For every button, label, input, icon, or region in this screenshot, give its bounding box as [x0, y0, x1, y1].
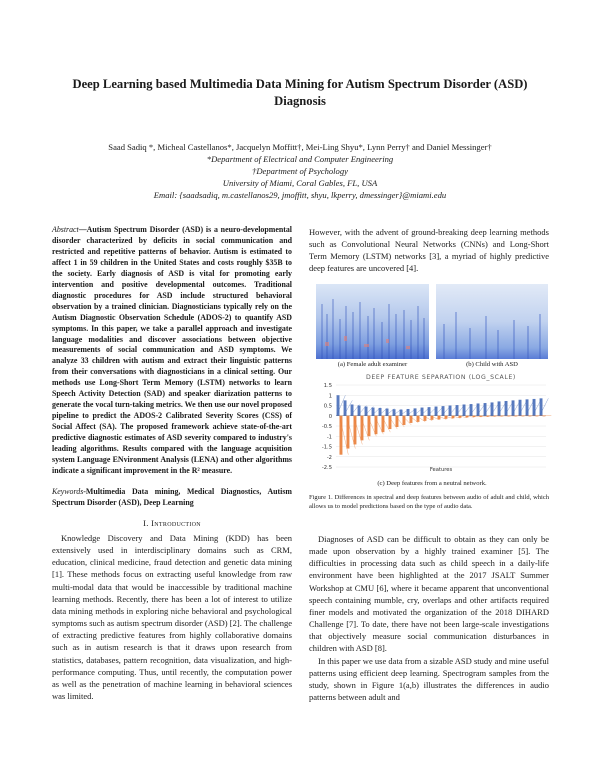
section-heading-introduction	[52, 518, 292, 528]
affiliation-ece: *Department of Electrical and Computer Engineering	[206, 154, 394, 164]
subfigure-b-label: (b) Child with ASD	[466, 361, 518, 368]
y-tick-label: -1	[326, 434, 332, 441]
introduction-body	[52, 532, 292, 702]
subfigure-c-label: (c) Deep features from a neutral network.	[377, 480, 487, 487]
right-column-top-text	[309, 226, 549, 275]
author-list: Saad Sadiq *, Micheal Castellanos*, Jacquelyn Moffitt†, Mei-Ling Shyu*, Lynn Perry† and Daniel Messinger†	[108, 142, 492, 152]
paper-title	[40, 76, 560, 110]
spectrogram-adult	[316, 284, 429, 359]
deep-feature-chart	[312, 371, 552, 479]
right-paragraph-3: In this paper we use data from a sizable ASD study and mine useful patterns using efficient deep learning. Spectrogram samples from the study, shown in Figure 1(a,b) illustrates the differences in audio patterns between adult and	[309, 655, 549, 703]
y-tick-label: 0.5	[323, 403, 332, 410]
chart-title: DEEP FEATURE SEPARATION (LOG_SCALE)	[366, 374, 516, 381]
title-line-1: Deep Learning based Multimedia Data Mining for Autism Spectrum Disorder (ASD)	[72, 77, 528, 91]
keywords-text: -Multimedia Data mining, Medical Diagnostics, Autism Spectrum Disorder (ASD), Deep Learning	[52, 487, 292, 507]
affiliation-university: University of Miami, Coral Gables, FL, USA	[222, 178, 378, 188]
section-number: I.	[143, 518, 149, 528]
x-axis-label: Features	[429, 467, 453, 473]
abstract	[52, 225, 292, 477]
keywords-lead: Keywords	[52, 487, 84, 496]
y-tick-label: 1	[328, 393, 332, 400]
y-tick-label: 1.5	[323, 383, 332, 389]
right-paragraph-2: Diagnoses of ASD can be difficult to obtain as they can only be made upon observation by a highly trained examiner [5]. The difficulties in processing data such as child speech in a daily-life environment have been highlighted at the 2017 JSALT Summer Workshop at CMU [6], where it became apparent that unconventional speech containing mumble, cry, overlaps and other artifacts required finer models and motivated the organization of the 2018 DIHARD Challenge [7]. To date, there have not been large-scale investigations that objectively measure social communication disturbances in children with ASD [8].	[309, 534, 549, 654]
author-emails: Email: {saadsadiq, m.castellanos29, jmoffitt, shyu, lkperry, dmessinger}@miami.edu	[153, 190, 447, 200]
abstract-lead: Abstract	[52, 225, 79, 234]
section-title: Introduction	[151, 518, 201, 528]
y-tick-label: -2.5	[321, 465, 332, 471]
intro-paragraph: Knowledge Discovery and Data Mining (KDD) has been extensively used in interdisciplinary domains such as CRM, education, clinical medicine, fraud detection and genetic data mining [1]. These methods focus on extracting useful knowledge from raw multi-modal data that would be inaccessible by traditional machine learning methods. Recently, there has been a lot of interest to utilize data mining methods in exploring niche behavioral and psychological symptoms such as autism spectrum disorder (ASD) [2]. The challenge of extracting predictive features from highly collaborative domains such as in autism research is that it draws upon research from statistics, databases, pattern recognition, data visualization, and high-performance computing. Thus, until recently, the computation power as well as the penetration of machine learning in behavioral sciences was limited.	[52, 533, 292, 702]
subfigure-a-label: (a) Female adult examiner	[337, 361, 408, 368]
y-tick-label: -0.5	[321, 424, 332, 430]
abstract-text: —Autism Spectrum Disorder (ASD) is a neuro-developmental disorder characterized by deficits in social communication and restricted and repetitive patterns of behavior. Autism is estimated to affect 1 in 59 children in the United States and costs roughly $35B to the society. Early diagnosis of ASD is vital for promoting early intervention and positive developmental outcomes. Traditional diagnostic procedures for ASD include structured behavioral observation by a trained clinician. Diagnosticians typically rely on the Autism Diagnostic Observation Schedule (ADOS-2) to quantify ASD symptoms. In this paper, we take a parallel approach and investigate language modalities and discover associations between objective measurements of social communication and ASD symptoms. We analyze 33 children with autism and extract their linguistic patterns from their conversations with diagnosticians in a clinical setting. Our methods use Long-Short Term Memory (LSTM) networks to learn Speech Activity Detection (SAD) and speaker diarization patterns to generate the vocal turn-taking metrics. We then use our novel proposed pipeline to predict the ADOS-2 Calibrated Severity Scores (CSS) of Social Affect (SA). The proposed framework achieve state-of-the-art predictive diagnostic estimates of ASD severity compared to industry's leading algorithms. Results compared with the language acquisition system Language ENvironment Analysis (LENA) and other algorithms indicate a significant improvement in the R² measure.	[52, 225, 292, 475]
title-line-2: Diagnosis	[274, 94, 326, 108]
spectrogram-child	[436, 284, 548, 359]
y-tick-label: -2	[326, 454, 332, 461]
y-tick-label: 0	[328, 413, 332, 420]
right-paragraph-1: However, with the advent of ground-breaking deep learning methods such as Convolutional Neural Networks (CNNs) and Long-Short Term Memory (LSTM) networks [3], a myriad of highly predictive deep features are uncovered [4].	[309, 227, 549, 274]
y-tick-label: -1.5	[321, 444, 332, 451]
affiliation-psych: †Department of Psychology	[252, 166, 348, 176]
keywords	[52, 487, 292, 509]
right-column-body	[309, 533, 549, 703]
figure-caption: Figure 1. Differences in spectral and deep features between audio of adult and child, which allows us to model predictions based on the type of audio data.	[309, 494, 549, 510]
